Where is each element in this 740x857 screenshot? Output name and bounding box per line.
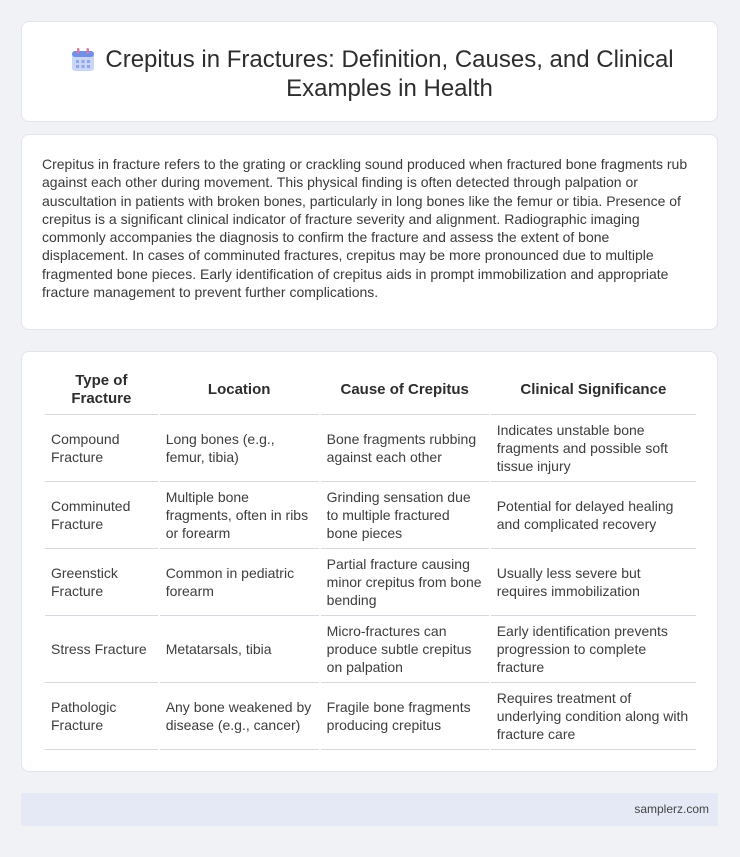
cell-type: Comminuted Fracture — [45, 482, 158, 549]
column-header-type: Type of Fracture — [45, 366, 158, 415]
cell-significance: Requires treatment of underlying condition along with fracture care — [491, 683, 696, 750]
cell-significance: Indicates unstable bone fragments and possible soft tissue injury — [491, 415, 696, 482]
table-row — [45, 683, 696, 750]
cell-cause: Micro-fractures can produce subtle crepitus on palpation — [321, 616, 489, 683]
table-row — [45, 616, 696, 683]
cell-cause: Fragile bone fragments producing crepitus — [321, 683, 489, 750]
intro-paragraph: Crepitus in fracture refers to the grating or crackling sound produced when fractured bone fragments rub against each other during movement. This physical finding is often detected through palpation or auscultation in patients with broken bones, particularly in long bones like the femur or tibia. Presence of crepitus is a significant clinical indicator of fracture severity and alignment. Radiographic imaging commonly accompanies the diagnosis to confirm the fracture and assess the extent of bone displacement. In cases of comminuted fractures, crepitus may be more pronounced due to multiple fragmented bone pieces. Early identification of crepitus aids in prompt immobilization and appropriate fracture management to prevent further complications. — [42, 156, 688, 301]
cell-type: Pathologic Fracture — [45, 683, 158, 750]
table-header-row — [45, 366, 696, 415]
cell-cause: Bone fragments rubbing against each other — [321, 415, 489, 482]
column-header-significance: Clinical Significance — [491, 366, 696, 415]
fracture-table — [43, 366, 698, 750]
table-card — [21, 351, 718, 772]
table-row — [45, 549, 696, 616]
cell-significance: Potential for delayed healing and complicated recovery — [491, 482, 696, 549]
footer-site-link[interactable]: samplerz.com — [634, 802, 709, 816]
cell-significance: Usually less severe but requires immobilization — [491, 549, 696, 616]
column-header-location: Location — [160, 366, 319, 415]
intro-card — [21, 134, 718, 330]
title-card — [21, 21, 718, 122]
cell-location: Long bones (e.g., femur, tibia) — [160, 415, 319, 482]
cell-type: Stress Fracture — [45, 616, 158, 683]
cell-significance: Early identification prevents progression to complete fracture — [491, 616, 696, 683]
cell-location: Common in pediatric forearm — [160, 549, 319, 616]
page-title: Crepitus in Fractures: Definition, Causes, and Clinical Examples in Health — [105, 46, 674, 102]
title-block — [22, 45, 717, 103]
calendar-icon — [70, 47, 96, 73]
cell-cause: Partial fracture causing minor crepitus from bone bending — [321, 549, 489, 616]
cell-cause: Grinding sensation due to multiple fractured bone pieces — [321, 482, 489, 549]
footer-bar — [21, 793, 718, 826]
table-row — [45, 482, 696, 549]
column-header-cause: Cause of Crepitus — [321, 366, 489, 415]
cell-location: Multiple bone fragments, often in ribs or forearm — [160, 482, 319, 549]
cell-location: Any bone weakened by disease (e.g., cancer) — [160, 683, 319, 750]
cell-type: Greenstick Fracture — [45, 549, 158, 616]
table-row — [45, 415, 696, 482]
cell-location: Metatarsals, tibia — [160, 616, 319, 683]
cell-type: Compound Fracture — [45, 415, 158, 482]
